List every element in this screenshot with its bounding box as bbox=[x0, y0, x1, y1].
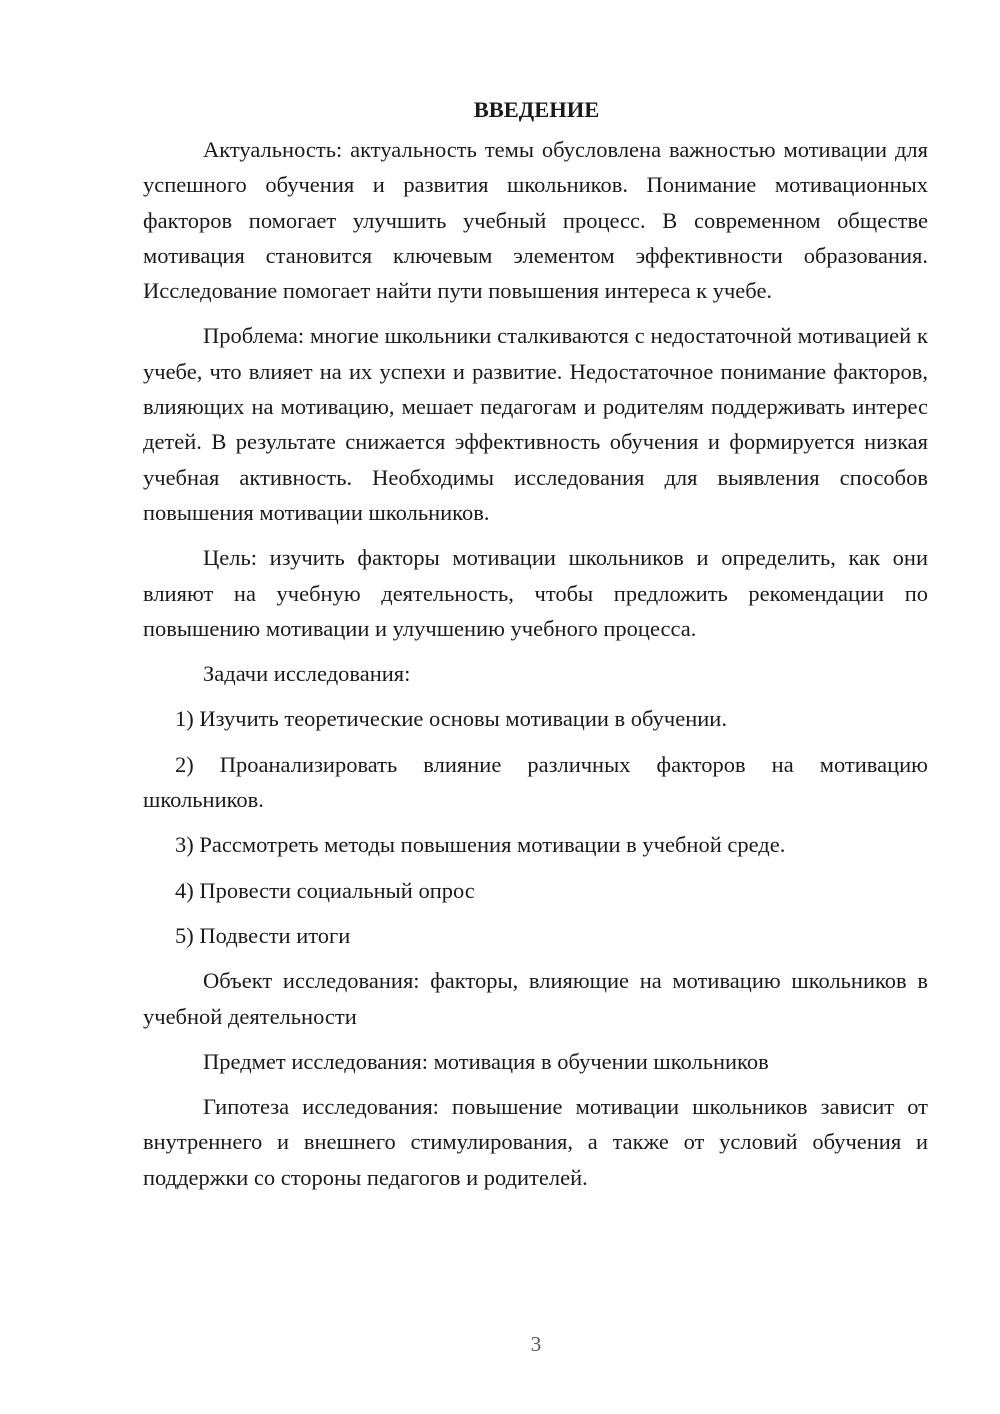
paragraph-goal: Цель: изучить факторы мотивации школьников и определить, как они влияют на учебную деятельность, чтобы предложить рекомендации по повышению мотивации и улучшению учебного процесса. bbox=[143, 545, 928, 641]
paragraph-subject: Предмет исследования: мотивация в обучении школьников bbox=[203, 1048, 769, 1074]
tasks-heading: Задачи исследования: bbox=[203, 661, 411, 687]
task-item: 3) Рассмотреть методы повышения мотивации в учебной среде. bbox=[175, 832, 786, 858]
task-item: 1) Изучить теоретические основы мотивации в обучении. bbox=[175, 706, 727, 732]
paragraph-object: Объект исследования: факторы, влияющие на мотивацию школьников в учебной деятельности bbox=[143, 968, 928, 1029]
paragraph-problem: Проблема: многие школьники сталкиваются с недостаточной мотивацией к учебе, что влияет на их успехи и развитие. Недостаточное понимание факторов, влияющих на мотивацию, мешает педагогам и родителям поддерживать интерес детей. В результате снижается эффективность обучения и формируется низкая учебная активность. Необходимы исследования для выявления способов повышения мотивации школьников. bbox=[143, 323, 928, 525]
document-page bbox=[143, 92, 928, 1205]
paragraph-hypothesis: Гипотеза исследования: повышение мотивации школьников зависит от внутреннего и внешнего стимулирования, а также от условий обучения и поддержки со стороны педагогов и родителей. bbox=[143, 1094, 928, 1190]
paragraph-relevance: Актуальность: актуальность темы обусловлена важностью мотивации для успешного обучения и развития школьников. Понимание мотивационных факторов помогает улучшить учебный процесс. В современном обществе мотивация становится ключевым элементом эффективности образования. Исследование помогает найти пути повышения интереса к учебе. bbox=[143, 137, 928, 304]
task-item: 5) Подвести итоги bbox=[175, 922, 351, 948]
task-item: 2) Проанализировать влияние различных факторов на мотивацию школьников. bbox=[143, 751, 928, 813]
task-item: 4) Провести социальный опрос bbox=[175, 877, 475, 903]
page-title: ВВЕДЕНИЕ bbox=[473, 97, 600, 122]
page-number: 3 bbox=[530, 1332, 542, 1356]
